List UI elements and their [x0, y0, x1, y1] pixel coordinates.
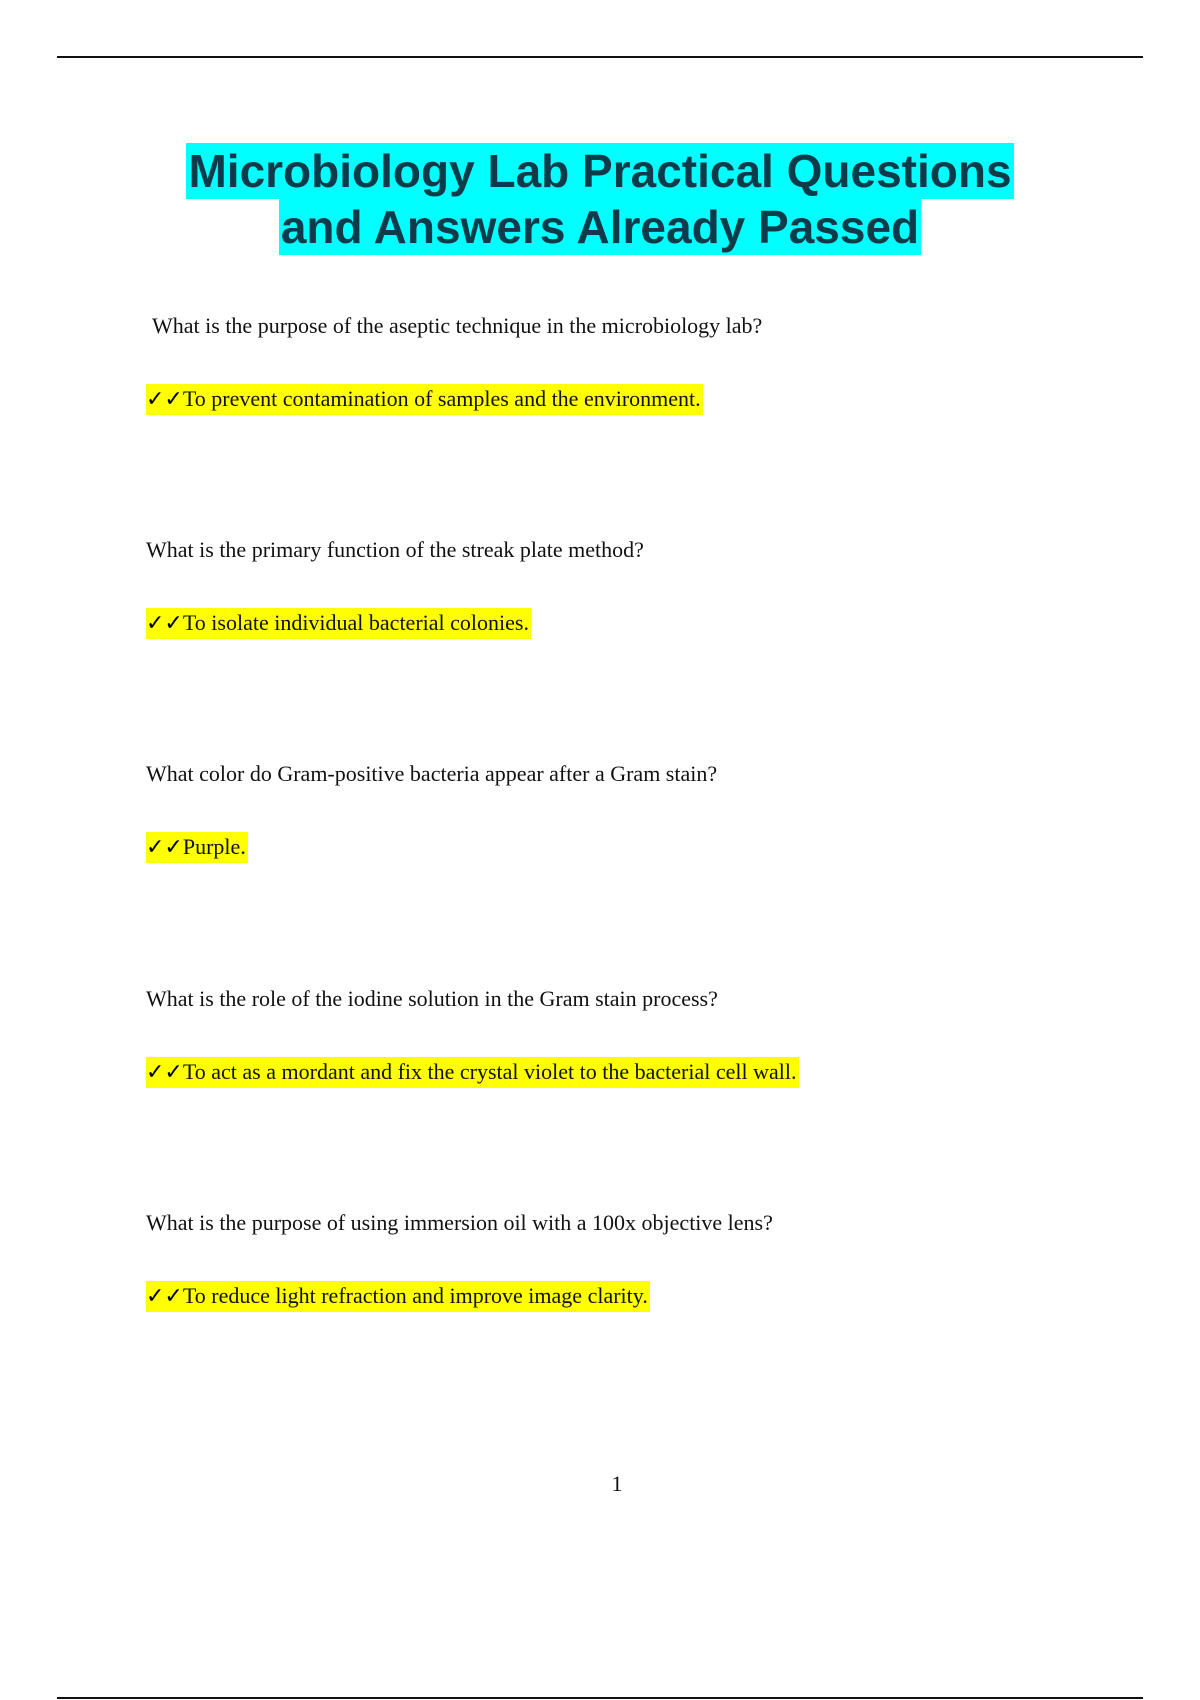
bottom-rule	[57, 1697, 1143, 1699]
question-text: What is the purpose of using immersion oil with a 100x objective lens?	[146, 1210, 773, 1235]
double-check-icon: ✓✓	[146, 1060, 183, 1085]
answer-highlight	[146, 1281, 650, 1312]
double-check-icon: ✓✓	[146, 835, 183, 860]
question-text: What is the role of the iodine solution in the Gram stain process?	[146, 986, 718, 1011]
double-check-icon: ✓✓	[146, 387, 183, 412]
answer-text: To isolate individual bacterial colonies.	[182, 610, 529, 635]
double-check-icon: ✓✓	[146, 611, 183, 636]
answer-highlight	[146, 832, 248, 863]
answer-text: Purple.	[182, 834, 246, 859]
answer-text: To act as a mordant and fix the crystal violet to the bacterial cell wall.	[182, 1059, 797, 1084]
answer-highlight	[146, 1057, 799, 1088]
question-text: What is the purpose of the aseptic technique in the microbiology lab?	[152, 313, 763, 338]
answer-highlight	[146, 384, 703, 415]
answer-text: To reduce light refraction and improve image clarity.	[182, 1283, 648, 1308]
question-text: What color do Gram-positive bacteria appear after a Gram stain?	[146, 761, 718, 786]
double-check-icon: ✓✓	[146, 1284, 183, 1309]
top-rule	[57, 56, 1143, 58]
title-line-1: Microbiology Lab Practical Questions	[188, 145, 1012, 197]
document-title	[0, 143, 1200, 255]
title-line-2: and Answers Already Passed	[280, 201, 920, 253]
answer-highlight	[146, 608, 531, 639]
question-text: What is the primary function of the streak plate method?	[146, 537, 644, 562]
page-number: 1	[611, 1471, 623, 1496]
answer-text: To prevent contamination of samples and the environment.	[182, 386, 701, 411]
